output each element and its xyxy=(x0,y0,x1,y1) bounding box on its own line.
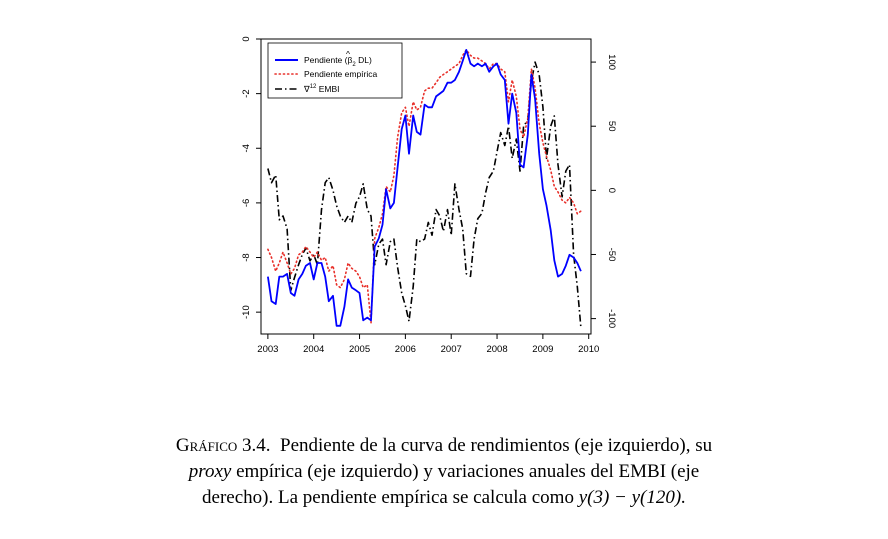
caption-text-2: empírica (eje izquierdo) y variaciones anuales del EMBI (eje xyxy=(236,461,700,482)
caption-line-3 xyxy=(60,485,828,511)
series-line-embi xyxy=(268,62,581,328)
caption-line-2 xyxy=(60,459,828,485)
legend-label-embi: ∇$^{12}$ EMBI xyxy=(304,84,340,94)
x-tick-label: 2007 xyxy=(440,344,462,355)
caption-line-1 xyxy=(60,433,828,459)
legend-hat-mark: ^ xyxy=(346,49,350,59)
x-tick-label: 2005 xyxy=(348,344,371,355)
y-left-tick-label: -6 xyxy=(241,198,252,208)
caption-number: 3.4. xyxy=(242,435,271,456)
legend xyxy=(268,43,402,98)
y-left-tick-label: 0 xyxy=(241,36,252,42)
caption-proxy: proxy xyxy=(188,461,232,482)
caption-label: Gráfico xyxy=(175,435,238,456)
y-left-tick-label: -2 xyxy=(241,89,252,98)
figure-caption xyxy=(60,433,828,511)
legend-label-empirical: Pendiente empírica xyxy=(304,69,378,79)
x-tick-label: 2010 xyxy=(578,344,600,355)
x-tick-label: 2008 xyxy=(486,344,508,355)
x-tick-label: 2009 xyxy=(532,344,554,355)
caption-text-3: derecho). La pendiente empírica se calcula como xyxy=(202,487,574,508)
y-right-tick-label: -100 xyxy=(606,309,617,329)
legend-label-slope: Pendiente ($\beta_2$ DL) xyxy=(304,55,372,68)
y-right-tick-label: -50 xyxy=(606,247,617,262)
caption-formula: y(3) − y(120). xyxy=(578,487,686,508)
y-left-tick-label: -4 xyxy=(241,144,252,153)
x-tick-label: 2006 xyxy=(394,344,416,355)
x-tick-label: 2003 xyxy=(257,344,279,355)
y-left-tick-label: -10 xyxy=(241,305,252,320)
x-tick-label: 2004 xyxy=(303,344,325,355)
y-right-tick-label: 0 xyxy=(606,187,617,193)
x-axis xyxy=(257,334,599,355)
y-right-axis xyxy=(591,54,617,328)
y-right-tick-label: 100 xyxy=(606,54,617,71)
y-left-axis xyxy=(241,36,261,319)
y-left-tick-label: -8 xyxy=(241,253,252,262)
y-right-tick-label: 50 xyxy=(606,120,617,132)
caption-text-1: Pendiente de la curva de rendimientos (eje izquierdo), su xyxy=(280,435,713,456)
